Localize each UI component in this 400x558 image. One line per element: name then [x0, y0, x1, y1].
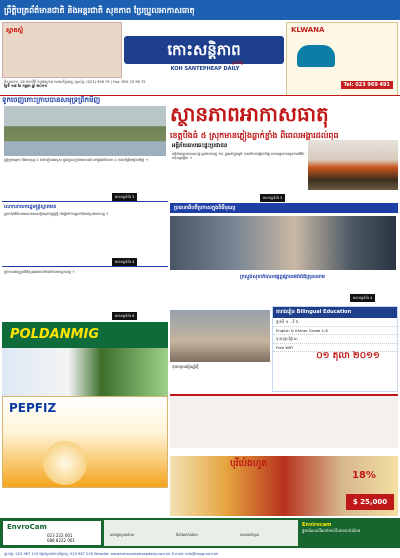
envirocam-right-title: Envirocam: [302, 522, 332, 528]
strip-label-b: ទីតាំងចាក់សំរាម: [176, 533, 198, 537]
people-caption: ប្រធានាធិបតីប្រកាសក្នុងពិធីបុណ្យ: [170, 203, 398, 213]
left-story-1: ស្ត្រីម្នាក់ស្លាប់ និងមនុស្ស ៤ នាក់ទៀតរងរបួស ក្នុងគ្រោះថ្នាក់ចរាចរណ៍ នៅផ្លូវជាតិលេខ ៤ កាលពីព្រឹកម្សិលមិញ ។: [4, 158, 148, 162]
strip-label-c: ការពារបរិស្ថាន: [240, 533, 260, 537]
left-box-title[interactable]: លោកនាយករដ្ឋមន្ត្រីស្វាគមន៍: [4, 204, 57, 210]
newspaper-logo: កោះសន្តិភាព: [124, 36, 284, 64]
envirocam-brand: EnvroCam: [7, 523, 47, 531]
left-more-1[interactable]: អានបន្តទំព័រ 3: [112, 193, 137, 201]
poldanmig-ad-image[interactable]: [2, 348, 168, 396]
newspaper-tagline: ប្រចាំថ្ងៃ: [232, 60, 244, 65]
school-promo-banner[interactable]: [170, 394, 398, 448]
issue-date: ថ្ងៃទី ១៧ ខែ កក្កដា ឆ្នាំ ២០១១: [4, 84, 48, 89]
housing-ad-title: បុរីប៉េងហួត: [230, 459, 268, 469]
main-more[interactable]: អានបន្តទំព័រ 3: [260, 194, 285, 202]
left-divider-1: [2, 201, 168, 202]
envirocam-right-text: ផ្ទុកសំណល់រឹងទៅកាន់ទីលានចាក់សំរាម: [302, 528, 361, 533]
office-info: ទីស្នាក់ការ: 18 មហាវិថី កម្ពុជាក្រោម រាជធានីភ្នំពេញ ទូរស័ព្ទ: (023) 998 79 | Fax: 855 23 98 75: [4, 80, 146, 84]
masthead-info: [0, 78, 284, 96]
officials-photo: [170, 216, 396, 270]
flood-photo: [4, 106, 166, 156]
masthead-left-ad[interactable]: [2, 22, 122, 78]
housing-ad-price: $ 25,000: [346, 494, 394, 510]
right-ad-brand: KLWANA: [291, 26, 325, 34]
schedule-row: English & Khmer Grade 1-6: [273, 327, 397, 335]
kids-caption: កុមារចូលរៀនឆ្នាំថ្មី: [172, 364, 199, 369]
envirocam-strip: [104, 520, 298, 546]
contact-line: ទូរស័ព្ទ: 023 987 119 ផ្នែកផ្សាយពាណិជ្ជកម្ម: 023 987 226 Website: www.kohsantepheapdaily.com.kh E-mail: info@kspg.com.kh: [0, 548, 400, 558]
tablet-icon: [43, 441, 87, 485]
kids-photo: [170, 310, 270, 362]
schedule-date: ០១ តុលា ២០១១: [316, 351, 380, 361]
envirocam-ad[interactable]: [2, 520, 102, 546]
housing-ad-percent: 18%: [352, 470, 376, 481]
poldanmig-ad[interactable]: POLDANMIG: [2, 322, 168, 348]
envirocam-right: [300, 520, 398, 546]
strip-label-a: សេវាប្រមូលសំរាម: [110, 533, 134, 537]
main-story-body: អគ្គិភ័យបានឆាបឆេះផ្ទះប្រជាពលរដ្ឋ ១៥ ខ្នងនៅក្នុងភូមិ កាលពីយប់ម្សិលមិញ ដោយគ្មានការខូចខាតជីវិតមនុស្សឡើយ ។: [172, 152, 305, 161]
top-banner: ព្រឹត្តិបត្រព័ត៌មានជាតិ និងអន្តរជាតិ សុខភាព ប្រែប្រួលអាកាសធាតុ: [0, 0, 400, 20]
fire-photo: [308, 140, 398, 190]
health-story-title[interactable]: ក្រសួងសុខាភិបាលផ្សព្វផ្សាយអំពីជំងឺគ្រុនឈាម: [240, 274, 325, 280]
left-headline[interactable]: ទូកចេញកោះក្រាបបានសមុទ្រព្រឹកមិញ: [2, 96, 101, 104]
schedule-row: ថ្នាក់ទី ១ - ទី ៦: [273, 318, 397, 327]
left-story-2: ក្រុមហ៊ុនវិនិយោគបរទេសបង្កើតមុខជំនួញថ្មី ដើម្បីលើកកម្ពស់ជីវភាពប្រជាពលរដ្ឋ ។: [4, 212, 109, 216]
main-subhead: ខេត្តបឹងធំ ៥ ស្រុកមានភ្លៀងធ្លាក់ខ្លាំង ពីពេលអង្គារដល់ពុធ: [170, 131, 339, 140]
school-schedule-ad[interactable]: [272, 306, 398, 392]
left-story-3: ក្រុមការងារត្រួតពិនិត្យគុណភាពទឹកនៅតាមបណ្តាខេត្ត ។: [4, 270, 75, 274]
main-story-head[interactable]: អគ្គិភ័យឆាបឆេះផ្ទះប្រជាជន: [172, 143, 228, 149]
envirocam-phones: 023 222 001 088 8222 001: [47, 533, 75, 543]
health-more[interactable]: អានបន្តទំព័រ 4: [350, 294, 375, 302]
schedule-title: តារាងរៀន Bilingual Education: [273, 307, 397, 318]
left-more-3[interactable]: អានបន្តទំព័រ 6: [112, 312, 137, 320]
right-ad-phone: Tel: 023 969 491: [341, 81, 393, 89]
left-more-2[interactable]: អានបន្តទំព័រ 4: [112, 258, 137, 266]
newspaper-logo-english: KOH SANTEPHEAP DAILY: [170, 66, 240, 72]
iron-icon: [297, 45, 335, 67]
schedule-row: Free WiFi: [273, 344, 397, 352]
pepfiz-ad[interactable]: [2, 396, 168, 488]
left-ad-caption: ស្អាតស្អំ: [6, 27, 24, 34]
schedule-row: ចុះឈ្មោះថ្ងៃនេះ: [273, 335, 397, 344]
main-headline[interactable]: ស្ថានភាពអាកាសធាតុ: [170, 102, 329, 126]
pepfiz-brand: PEPFIZ: [9, 401, 57, 415]
masthead-right-ad[interactable]: [286, 22, 398, 96]
left-divider-2: [2, 266, 168, 267]
